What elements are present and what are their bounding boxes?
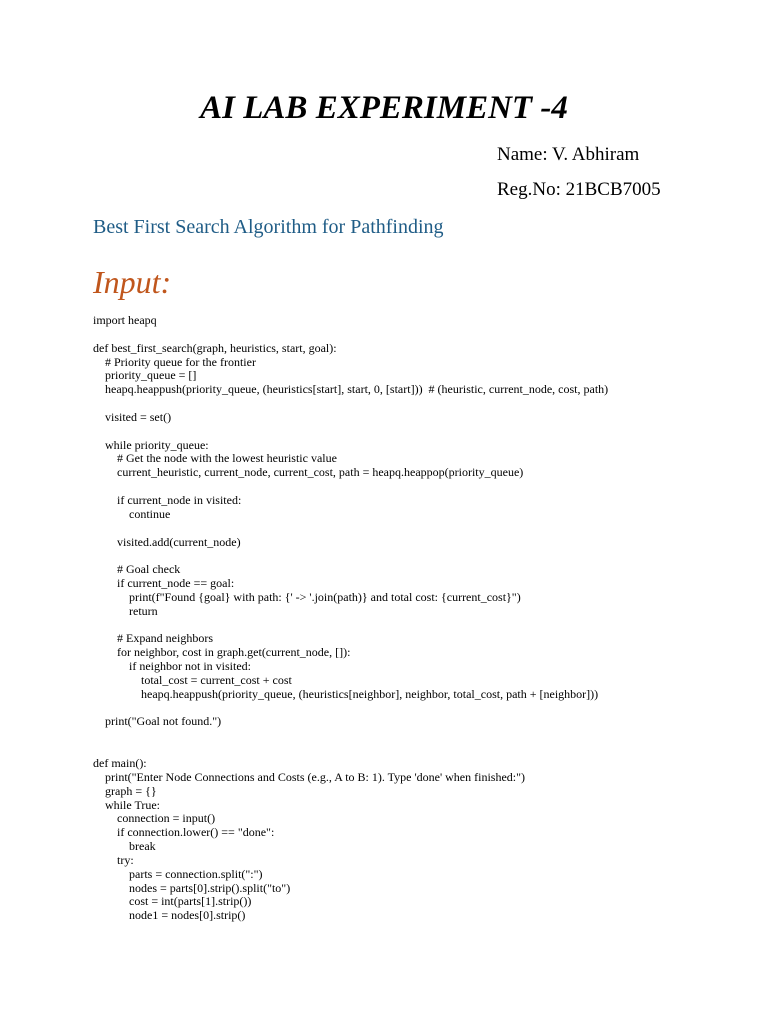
code-line: node1 = nodes[0].strip(): [93, 908, 246, 923]
registration-number: Reg.No: 21BCB7005: [497, 179, 661, 200]
code-line: cost = int(parts[1].strip()): [93, 894, 252, 909]
code-line: print("Goal not found."): [93, 714, 222, 729]
code-line: [93, 425, 733, 439]
code-line: [93, 729, 733, 743]
code-line: # Goal check: [93, 562, 181, 577]
code-line: visited.add(current_node): [93, 534, 241, 549]
code-line: def main():: [93, 756, 147, 770]
code-block: [93, 314, 733, 923]
code-line: [93, 619, 733, 633]
code-line: visited = set(): [93, 409, 172, 424]
code-line: [93, 702, 733, 716]
code-line: def best_first_search(graph, heuristics, start, goal):: [93, 340, 337, 355]
code-line: print("Enter Node Connections and Costs (e.g., A to B: 1). Type 'done' when finished:"): [93, 769, 525, 784]
code-line: import heapq: [93, 313, 157, 327]
code-line: [93, 743, 733, 757]
code-line: if current_node in visited:: [93, 492, 242, 507]
code-line: break: [93, 839, 156, 854]
code-line: print(f"Found {goal} with path: {' -> '.join(path)} and total cost: {current_cost}"): [93, 589, 521, 604]
section-heading: Best First Search Algorithm for Pathfinding: [93, 216, 444, 238]
code-line: return: [93, 603, 158, 618]
code-line: current_heuristic, current_node, current_cost, path = heapq.heappop(priority_queue): [93, 465, 524, 480]
code-line: nodes = parts[0].strip().split("to"): [93, 880, 291, 895]
code-line: for neighbor, cost in graph.get(current_node, []):: [93, 645, 351, 660]
code-line: try:: [93, 852, 134, 867]
code-line: while True:: [93, 797, 161, 812]
code-line: continue: [93, 506, 171, 521]
code-line: graph = {}: [93, 783, 157, 798]
code-line: if connection.lower() == "done":: [93, 825, 275, 840]
student-name: Name: V. Abhiram: [497, 144, 640, 165]
code-line: heapq.heappush(priority_queue, (heuristics[start], start, 0, [start])) # (heuristic, current_node, cost, path): [93, 382, 609, 397]
document-title: AI LAB EXPERIMENT -4: [200, 90, 568, 126]
input-heading: Input:: [93, 264, 172, 300]
code-line: heapq.heappush(priority_queue, (heuristics[neighbor], neighbor, total_cost, path + [neighbor])): [93, 686, 599, 701]
code-line: [93, 522, 733, 536]
code-line: while priority_queue:: [93, 437, 209, 452]
code-line: [93, 480, 733, 494]
code-line: priority_queue = []: [93, 368, 197, 383]
code-line: # Get the node with the lowest heuristic value: [93, 451, 337, 466]
code-line: connection = input(): [93, 811, 216, 826]
code-line: total_cost = current_cost + cost: [93, 672, 292, 687]
code-line: [93, 397, 733, 411]
code-line: # Expand neighbors: [93, 631, 213, 646]
code-line: if neighbor not in visited:: [93, 659, 251, 674]
code-line: [93, 549, 733, 563]
code-line: parts = connection.split(":"): [93, 866, 263, 881]
code-line: if current_node == goal:: [93, 576, 235, 591]
code-line: # Priority queue for the frontier: [93, 354, 256, 369]
code-line: [93, 328, 733, 342]
